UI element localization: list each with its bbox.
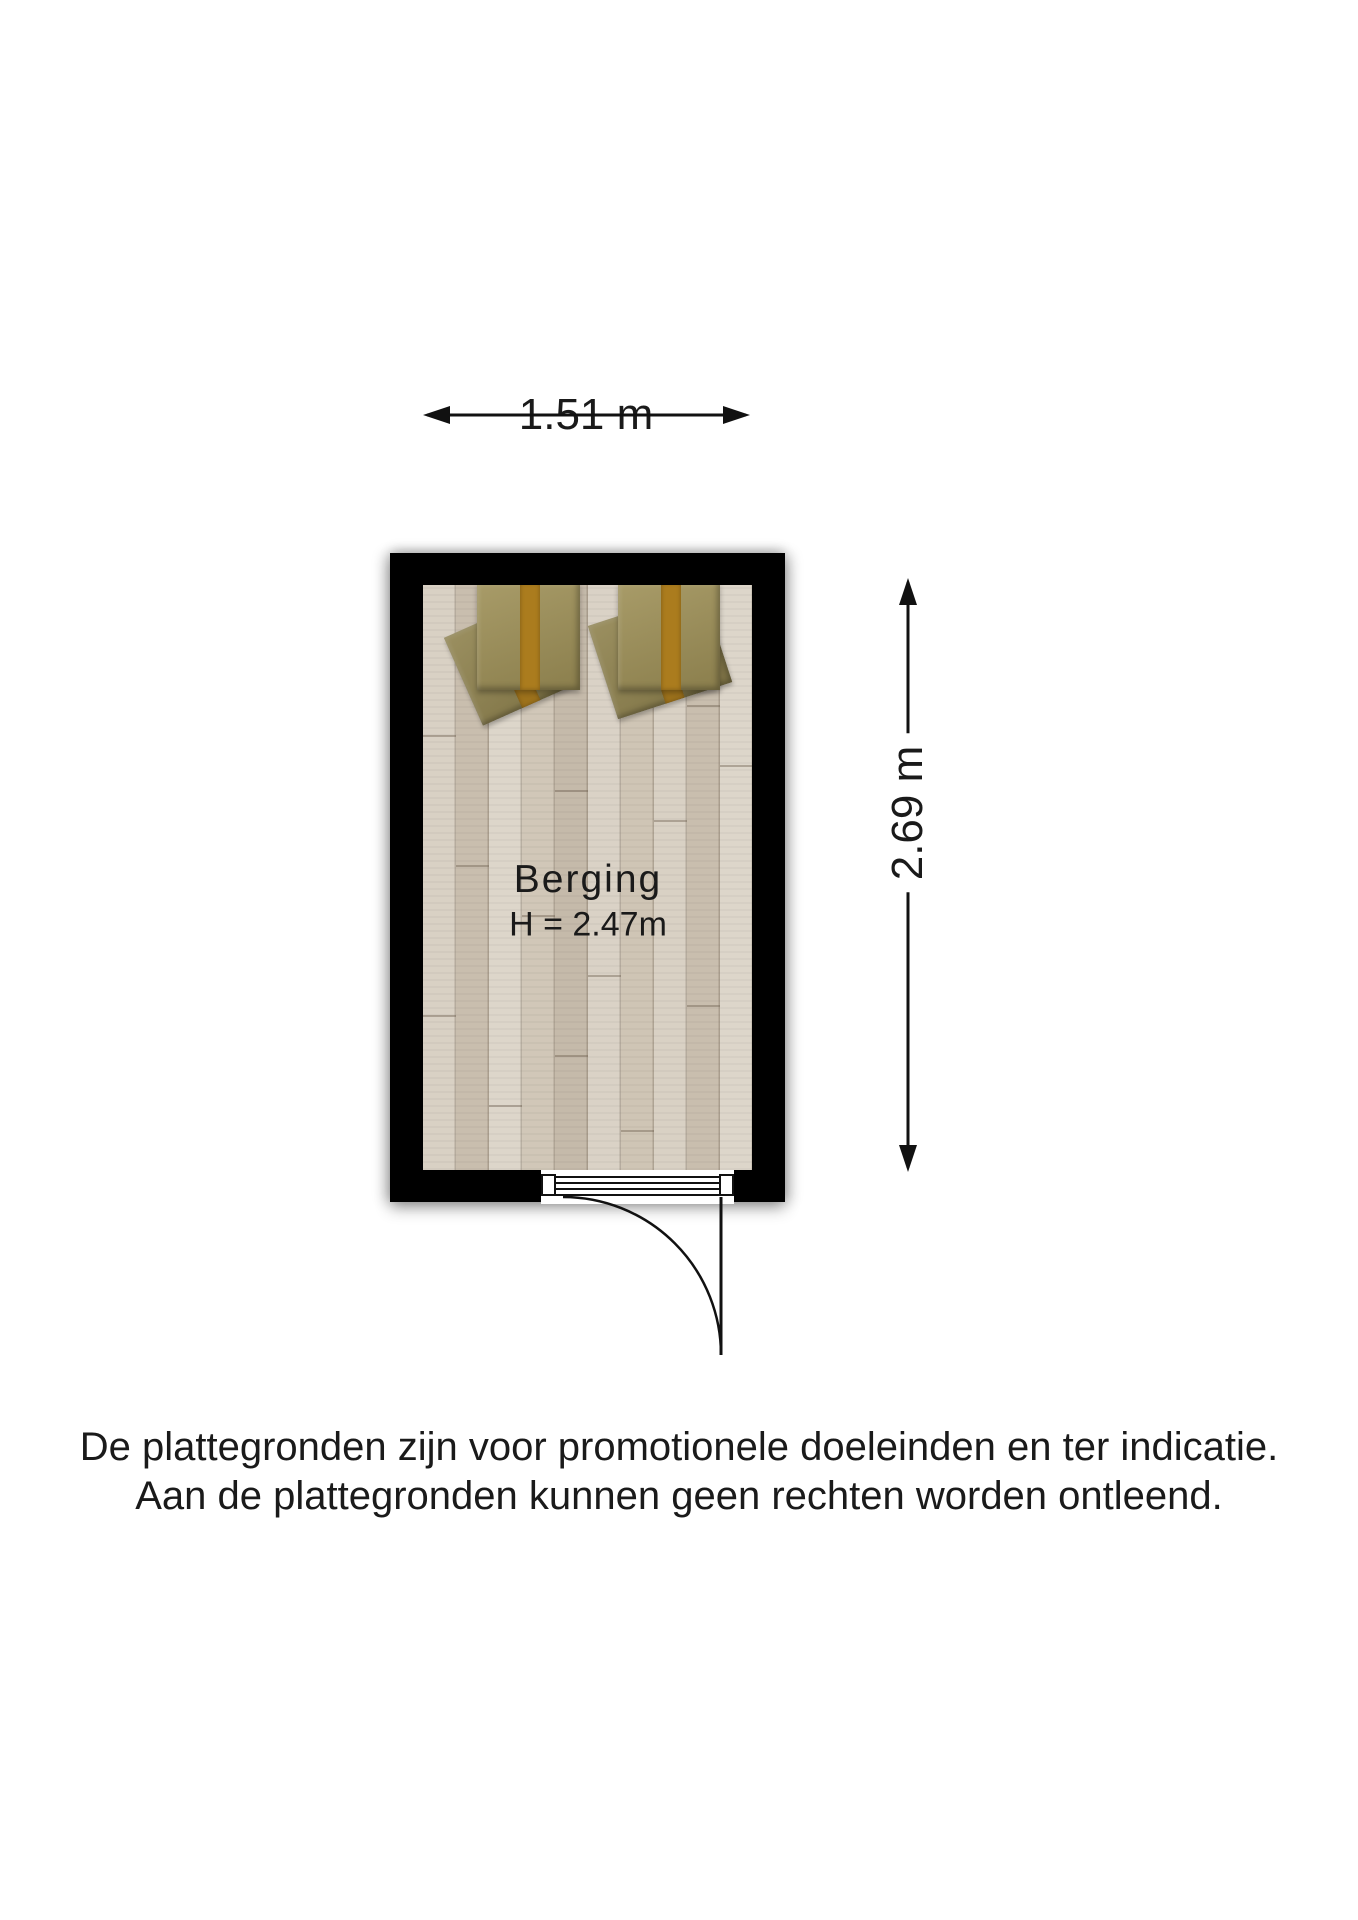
width-dimension-label: 1.51 m xyxy=(507,390,666,440)
plank-joint xyxy=(423,1015,456,1017)
plank-joint xyxy=(720,765,752,767)
arrow-down-icon xyxy=(899,1145,917,1172)
plank-joint xyxy=(654,820,687,822)
plank-joint xyxy=(423,735,456,737)
door-threshold xyxy=(556,1176,719,1196)
plank-joint xyxy=(588,975,621,977)
door-jamb-left xyxy=(541,1174,556,1196)
box-tape-stripe xyxy=(661,585,681,690)
plank-joint xyxy=(555,790,588,792)
plank-joint xyxy=(555,1055,588,1057)
room-ceiling-height-label: H = 2.47m xyxy=(509,905,667,944)
box-tape-stripe xyxy=(520,585,540,690)
arrow-up-icon xyxy=(899,578,917,605)
storage-box xyxy=(477,585,580,690)
plank-joint xyxy=(687,705,720,707)
plank-joint xyxy=(687,1005,720,1007)
plank-joint xyxy=(456,865,489,867)
disclaimer-line-1: De plattegronden zijn voor promotionele doeleinden en ter indicatie. xyxy=(79,1425,1279,1469)
door-jamb-right xyxy=(719,1174,734,1196)
plank-joint xyxy=(489,1105,522,1107)
storage-box xyxy=(618,585,720,690)
arrow-left-icon xyxy=(423,406,450,424)
door-swing-arc xyxy=(563,1197,721,1355)
disclaimer-line-2: Aan de plattegronden kunnen geen rechten worden ontleend. xyxy=(135,1474,1223,1518)
depth-dimension-label: 2.69 m xyxy=(883,734,933,893)
plank-joint xyxy=(621,1130,654,1132)
arrow-right-icon xyxy=(723,406,750,424)
room-name-label: Berging xyxy=(513,858,663,901)
